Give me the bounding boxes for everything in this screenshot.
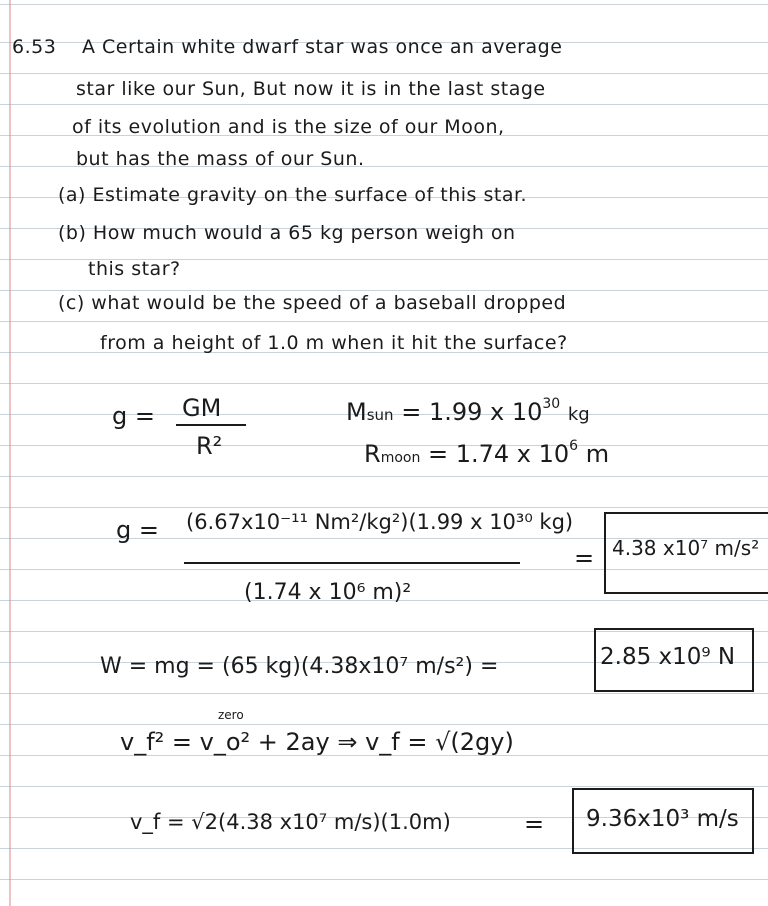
vf-equals: = (524, 810, 545, 838)
rmoon-subscript: moon (380, 450, 421, 466)
g-formula-numerator: GM (182, 394, 222, 422)
g-calc-fraction-bar (184, 562, 520, 564)
part-c-line-2: from a height of 1.0 m when it hit the surface? (100, 332, 568, 354)
msun-line (346, 398, 590, 426)
part-b-line-1: (b) How much would a 65 kg person weigh on (58, 222, 516, 244)
g-calc-left: g = (116, 516, 159, 544)
kinematics-note: zero (218, 708, 244, 722)
rmoon-exponent: 6 (569, 438, 579, 454)
g-formula-left: g = (112, 402, 155, 430)
vf-result: 9.36x10³ m/s (586, 806, 739, 832)
rmoon-value: = 1.74 x 10 (427, 440, 570, 468)
part-c-line-1: (c) what would be the speed of a baseball dropped (58, 292, 567, 314)
g-result: 4.38 x10⁷ m/s² (612, 536, 760, 560)
part-a: (a) Estimate gravity on the surface of this star. (58, 184, 528, 206)
rmoon-unit: m (585, 440, 610, 468)
g-calc-numerator: (6.67x10⁻¹¹ Nm²/kg²)(1.99 x 10³⁰ kg) (186, 510, 574, 534)
g-calc-denominator: (1.74 x 10⁶ m)² (244, 580, 412, 605)
g-calc-equals: = (574, 544, 595, 572)
problem-line-3: of its evolution and is the size of our Moon, (72, 116, 505, 138)
problem-number: 6.53 (12, 36, 57, 58)
msun-value: = 1.99 x 10 (401, 398, 543, 426)
weight-result: 2.85 x10⁹ N (600, 644, 736, 670)
g-formula-fraction-bar (176, 424, 246, 426)
msun-unit: kg (567, 404, 590, 425)
rmoon-label: R (364, 440, 381, 468)
vf-calc: v_f = √2(4.38 x10⁷ m/s)(1.0m) (130, 810, 451, 834)
weight-calc: W = mg = (65 kg)(4.38x10⁷ m/s²) = (100, 654, 499, 679)
problem-line-1: A Certain white dwarf star was once an average (82, 36, 563, 58)
part-b-line-2: this star? (88, 258, 181, 280)
kinematics-equation: v_f² = v_o² + 2ay ⇒ v_f = √(2gy) (120, 728, 514, 756)
problem-line-4: but has the mass of our Sun. (76, 148, 365, 170)
msun-exponent: 30 (542, 396, 561, 412)
rmoon-line (364, 440, 609, 468)
msun-label: M (346, 398, 367, 426)
msun-subscript: sun (366, 406, 394, 424)
g-formula-denominator: R² (196, 432, 223, 460)
problem-line-2: star like our Sun, But now it is in the last stage (76, 78, 546, 100)
